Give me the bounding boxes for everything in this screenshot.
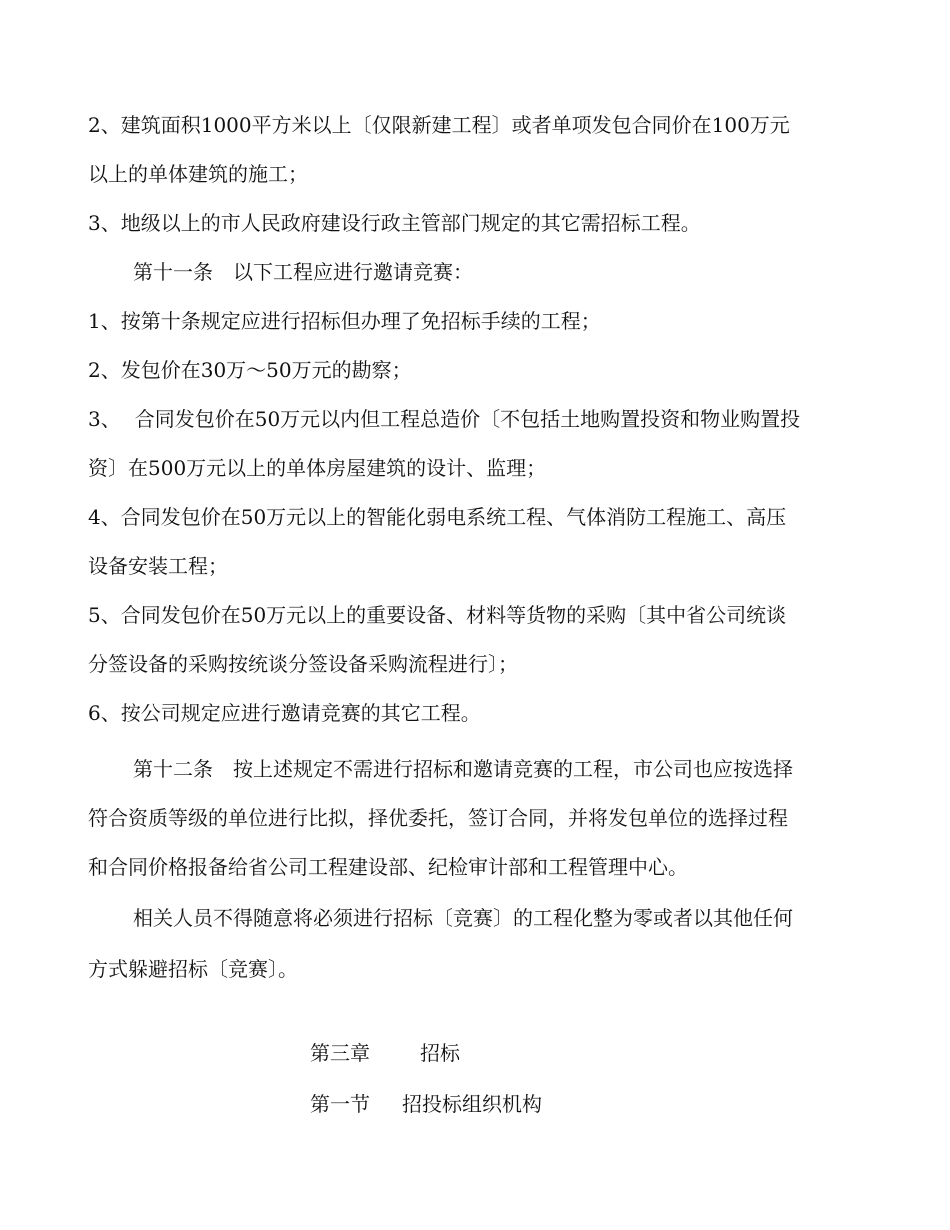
- article-11-title: 第十一条 以下工程应进行邀请竞赛：: [133, 260, 473, 284]
- item-3: 3、地级以上的市人民政府建设行政主管部门规定的其它需招标工程。: [88, 211, 701, 235]
- article-11-item-1: 1、按第十条规定应进行招标但办理了免招标手续的工程；: [88, 309, 601, 333]
- article-11-item-5-line-2: 分签设备的采购按统谈分签设备采购流程进行〕；: [88, 652, 518, 676]
- article-12-line-3: 和合同价格报备给省公司工程建设部、纪检审计部和工程管理中心。: [88, 855, 688, 879]
- item-text: 合同发包价在50万元以内但工程总造价〔不包括土地购置投资和物业购置投: [134, 407, 801, 431]
- article-11-item-4-line-1: 4、合同发包价在50万元以上的智能化弱电系统工程、气体消防工程施工、高压: [88, 505, 787, 529]
- section-title: 招投标组织机构: [402, 1092, 542, 1116]
- item-2-line-2: 以上的单体建筑的施工；: [88, 162, 308, 186]
- article-11-item-2: 2、发包价在30万～50万元的勘察；: [88, 358, 412, 382]
- article-11-item-3-line-1: [88, 407, 800, 431]
- item-number: 3、: [88, 407, 121, 431]
- article-11-item-4-line-2: 设备安装工程；: [88, 554, 228, 578]
- article-12-line-1: 第十二条 按上述规定不需进行招标和邀请竞赛的工程，市公司也应按选择: [133, 757, 793, 781]
- chapter-heading: [310, 1041, 460, 1065]
- chapter-label: 第三章: [310, 1041, 370, 1065]
- chapter-title: 招标: [420, 1041, 460, 1065]
- article-12-line-2: 符合资质等级的单位进行比拟，择优委托，签订合同，并将发包单位的选择过程: [88, 806, 788, 830]
- note-line-2: 方式躲避招标〔竞赛〕。: [88, 957, 298, 981]
- article-11-item-3-line-2: 资〕在500万元以上的单体房屋建筑的设计、监理；: [88, 456, 547, 480]
- section-label: 第一节: [310, 1092, 370, 1116]
- article-11-item-6: 6、按公司规定应进行邀请竞赛的其它工程。: [88, 701, 481, 725]
- note-line-1: 相关人员不得随意将必须进行招标〔竞赛〕的工程化整为零或者以其他任何: [133, 906, 793, 930]
- section-heading: [310, 1092, 542, 1116]
- article-11-item-5-line-1: 5、合同发包价在50万元以上的重要设备、材料等货物的采购〔其中省公司统谈: [88, 603, 787, 627]
- item-2-line-1: 2、建筑面积1000平方米以上〔仅限新建工程〕或者单项发包合同价在100万元: [88, 113, 790, 137]
